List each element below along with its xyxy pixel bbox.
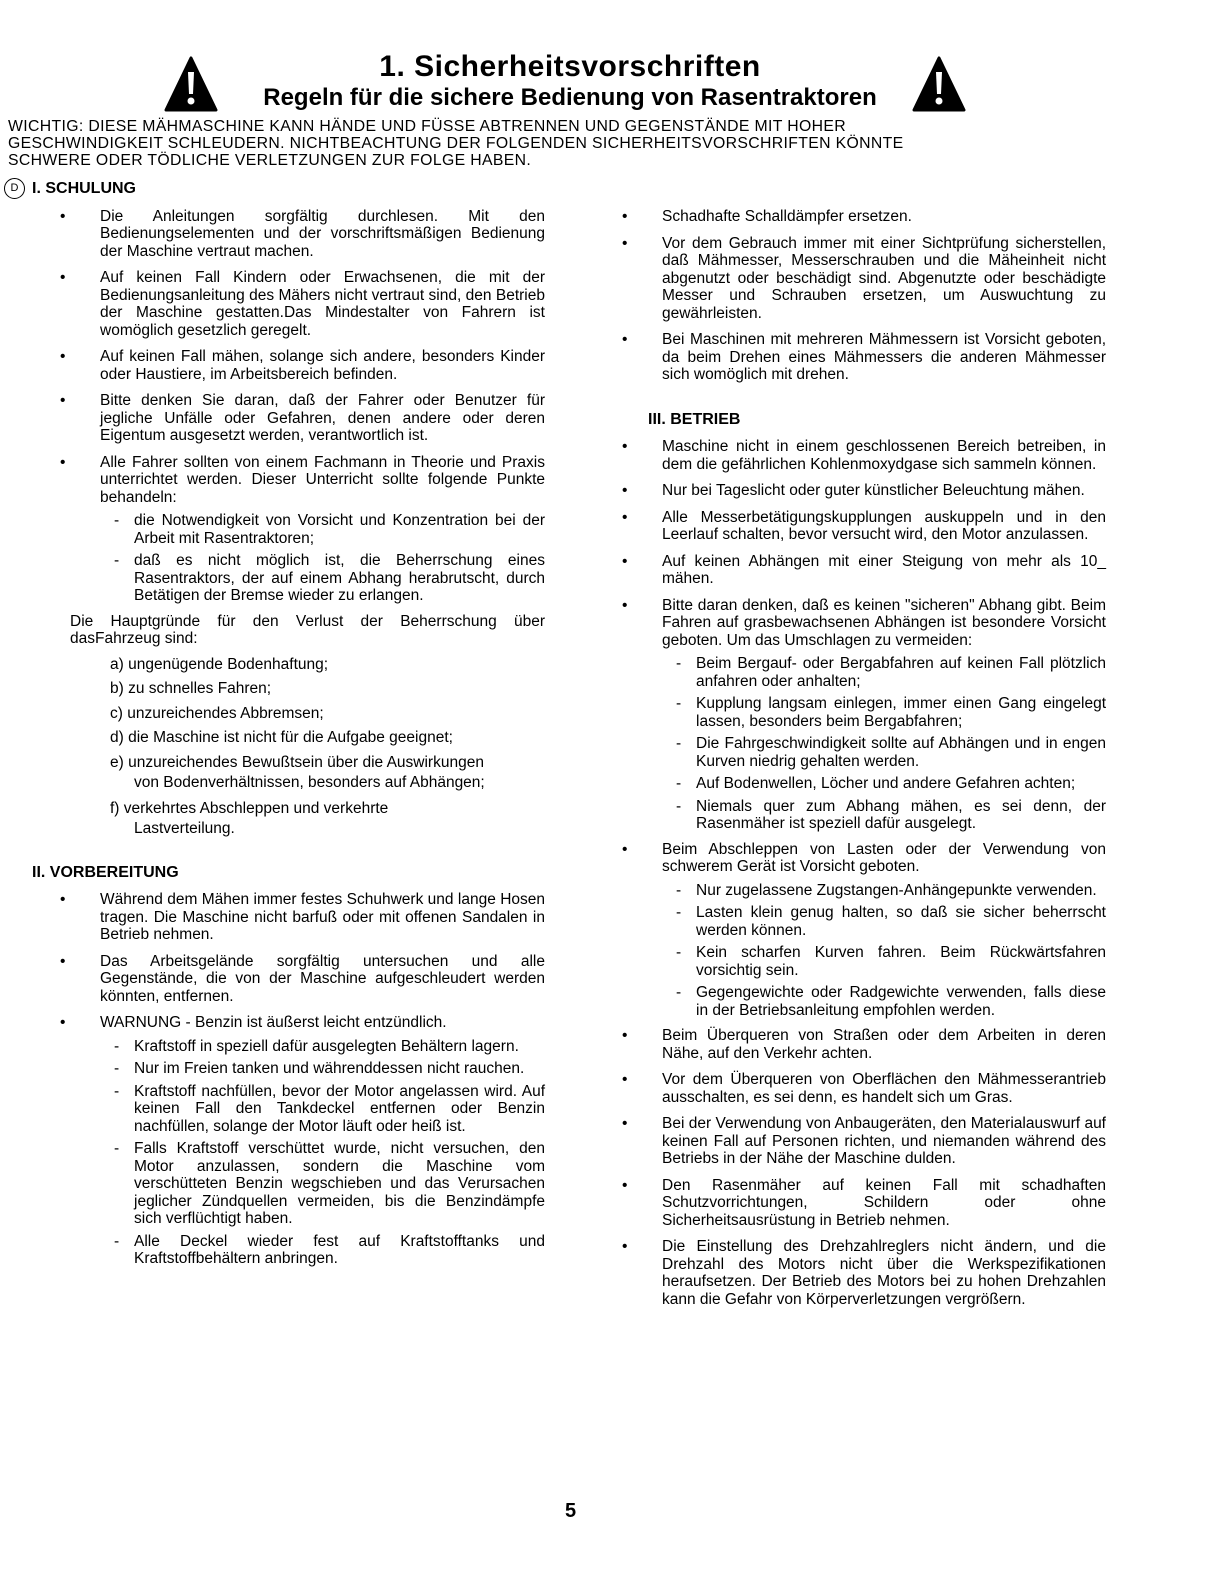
list-item: • Alle Fahrer sollten von einem Fachmann in Theorie und Praxis unterrichtet werden. Dieser Unterricht sollte folgende Punkte behandeln: [100,454,545,507]
sub-item: - Die Fahrgeschwindigkeit sollte auf Abhängen und in engen Kurven niedrig gehalten werden. [696,735,1106,770]
page-title: 1. Sicherheitsvorschriften [379,50,761,83]
right-column [634,208,1106,1317]
section-heading-betrieb: III. BETRIEB [648,410,741,428]
list-item: • WARNUNG - Benzin ist äußerst leicht entzündlich. [100,1014,545,1032]
section-heading-vorbereitung: II. VORBEREITUNG [32,863,179,881]
sub-item: - Kraftstoff nachfüllen, bevor der Motor angelassen wird. Auf keinen Fall den Tankdeckel entfernen oder Benzin nachfüllen, solange der Motor läuft oder heiß ist. [134,1083,545,1136]
warning-triangle-icon-right [912,56,966,112]
list-item: • Bitte daran denken, daß es keinen "sicheren" Abhang gibt. Beim Fahren auf grasbewachsenen Abhängen ist besondere Vorsicht geboten. Um das Umschlagen zu vermeiden: [662,597,1106,650]
page-number: 5 [565,1500,577,1522]
sub-item: - daß es nicht möglich ist, die Beherrschung eines Rasentraktors, der auf einem Abhang herabrutscht, durch Betätigen der Bremse wieder zu erlangen. [134,552,545,605]
list-item: • Vor dem Überqueren von Oberflächen den Mähmesserantrieb ausschalten, es sei denn, es handelt sich um Gras. [662,1071,1106,1106]
sub-item: - Auf Bodenwellen, Löcher und andere Gefahren achten; [696,775,1106,793]
list-item: • Alle Messerbetätigungskupplungen auskuppeln und in den Leerlauf schalten, bevor versucht wird, den Motor anzulassen. [662,509,1106,544]
sub-item: - Nur zugelassene Zugstangen-Anhängepunkte verwenden. [696,882,1106,900]
list-item: • Das Arbeitsgelände sorgfältig untersuchen und alle Gegenstände, die von der Maschine aufgeschleudert werden könnten, entfernen. [100,953,545,1006]
sub-item: - Kupplung langsam einlegen, immer einen Gang eingelegt lassen, besonders beim Bergabfahren; [696,695,1106,730]
sub-item: - Kraftstoff in speziell dafür ausgelegten Behältern lagern. [134,1038,545,1056]
lettered-item: a) ungenügende Bodenhaftung; [110,655,329,673]
list-item: • Auf keinen Abhängen mit einer Steigung von mehr als 10_ mähen. [662,553,1106,588]
warning-line: GESCHWINDIGKEIT SCHLEUDERN. NICHTBEACHTUNG DER FOLGENDEN SICHERHEITSVORSCHRIFTEN KÖNNTE [8,135,904,152]
sub-item: - Gegengewichte oder Radgewichte verwenden, falls diese in der Betriebsanleitung empfohlen werden. [696,984,1106,1019]
sub-item: - Alle Deckel wieder fest auf Kraftstofftanks und Kraftstoffbehältern anbringen. [134,1233,545,1268]
list-item: • Die Anleitungen sorgfältig durchlesen. Mit den Bedienungselementen und der vorschriftsmäßigen Bedienung der Maschine vertraut machen. [100,208,545,261]
list-item: • Bei Maschinen mit mehreren Mähmessern ist Vorsicht geboten, da beim Drehen eines Mähmessers die anderen Mähmesser sich womöglich mit drehen. [662,331,1106,384]
list-item: • Schadhafte Schalldämpfer ersetzen. [662,208,1106,226]
list-item: • Nur bei Tageslicht oder guter künstlicher Beleuchtung mähen. [662,482,1106,500]
list-item: • Die Einstellung des Drehzahlreglers nicht ändern, und die Drehzahl des Motors nicht über die Werkspezifikationen heraufsetzen. Der Betrieb des Motors bei zu hohen Drehzahlen kann die Gefahr von Körperverletzungen vergrößern. [662,1238,1106,1308]
lettered-item: c) unzureichendes Abbremsen; [110,704,324,722]
list-item: • Auf keinen Fall Kindern oder Erwachsenen, die mit der Bedienungsanleitung des Mähers nicht vertraut sind, den Betrieb der Maschine gestatten.Das Mindestalter von Fahrern ist womöglich gesetzlich geregelt. [100,269,545,339]
lettered-item: b) zu schnelles Fahren; [110,680,272,697]
paragraph: Die Hauptgründe für den Verlust der Beherrschung über dasFahrzeug sind: [70,612,545,647]
warning-line: WICHTIG: DIESE MÄHMASCHINE KANN HÄNDE UND FÜSSE ABTRENNEN UND GEGENSTÄNDE MIT HOHER [8,118,846,135]
list-item: • Maschine nicht in einem geschlossenen Bereich betreiben, in dem die gefährlichen Kohlenmoxydgase sich sammeln können. [662,438,1106,473]
page-header [0,50,1211,112]
list-item: • Beim Abschleppen von Lasten oder der Verwendung von schwerem Gerät ist Vorsicht geboten. [662,841,1106,876]
list-item: • Bitte denken Sie daran, daß der Fahrer oder Benutzer für jegliche Unfälle oder Gefahren, denen andere oder deren Eigentum ausgesetzt werden, verantwortlich ist. [100,392,545,445]
left-column [10,180,545,1276]
sub-item: - Nur im Freien tanken und währenddessen nicht rauchen. [134,1060,545,1078]
list-item: • Den Rasenmäher auf keinen Fall mit schadhaften Schutzvorrichtungen, Schildern oder ohne Sicherheitsausrüstung in Betrieb nehmen. [662,1177,1106,1230]
language-marker: D [4,178,25,199]
important-warning [8,118,1106,169]
list-item: • Während dem Mähen immer festes Schuhwerk und lange Hosen tragen. Die Maschine nicht barfuß oder mit offenen Sandalen in Betrieb nehmen. [100,891,545,944]
sub-item: - Niemals quer zum Abhang mähen, es sei denn, der Rasenmäher ist speziell dafür ausgelegt. [696,798,1106,833]
lettered-item-continued: Lastverteilung. [134,820,235,837]
sub-item: - Lasten klein genug halten, so daß sie sicher beherrscht werden können. [696,904,1106,939]
list-item: • Bei der Verwendung von Anbaugeräten, den Materialauswurf auf keinen Fall auf Personen richten, und niemanden während des Betriebs in der Nähe der Maschine dulden. [662,1115,1106,1168]
sub-item: - die Notwendigkeit von Vorsicht und Konzentration bei der Arbeit mit Rasentraktoren; [134,512,545,547]
warning-line: SCHWERE ODER TÖDLICHE VERLETZUNGEN ZUR FOLGE HABEN. [8,152,532,169]
sub-item: - Falls Kraftstoff verschüttet wurde, nicht versuchen, den Motor anzulassen, sondern die Maschine vom verschütteten Benzin wegschieben und das Verursachen jeglicher Zündquellen vermeiden, bis die Benzindämpfe sich verflüchtigt haben. [134,1140,545,1228]
sub-item: - Beim Bergauf- oder Bergabfahren auf keinen Fall plötzlich anfahren oder anhalten; [696,655,1106,690]
lettered-item-continued: von Bodenverhältnissen, besonders auf Abhängen; [134,774,485,791]
section-heading-schulung: D I. SCHULUNG [32,180,545,198]
lettered-item: e) unzureichendes Bewußtsein über die Auswirkungen [110,753,484,771]
list-item: • Beim Überqueren von Straßen oder dem Arbeiten in deren Nähe, auf den Verkehr achten. [662,1027,1106,1062]
page-subtitle: Regeln für die sichere Bedienung von Rasentraktoren [263,84,877,111]
lettered-item: d) die Maschine ist nicht für die Aufgabe geeignet; [110,729,453,746]
lettered-item: f) verkehrtes Abschleppen und verkehrte [110,799,389,817]
sub-item: - Kein scharfen Kurven fahren. Beim Rückwärtsfahren vorsichtig sein. [696,944,1106,979]
list-item: • Auf keinen Fall mähen, solange sich andere, besonders Kinder oder Haustiere, im Arbeitsbereich befinden. [100,348,545,383]
list-item: • Vor dem Gebrauch immer mit einer Sichtprüfung sicherstellen, daß Mähmesser, Messerschrauben und die Mäheinheit nicht abgenutzt oder beschädigt sind. Abgenutzte oder beschädigte Messer und Schrauben ersetzen, um Auswuchtung zu gewährleisten. [662,235,1106,323]
